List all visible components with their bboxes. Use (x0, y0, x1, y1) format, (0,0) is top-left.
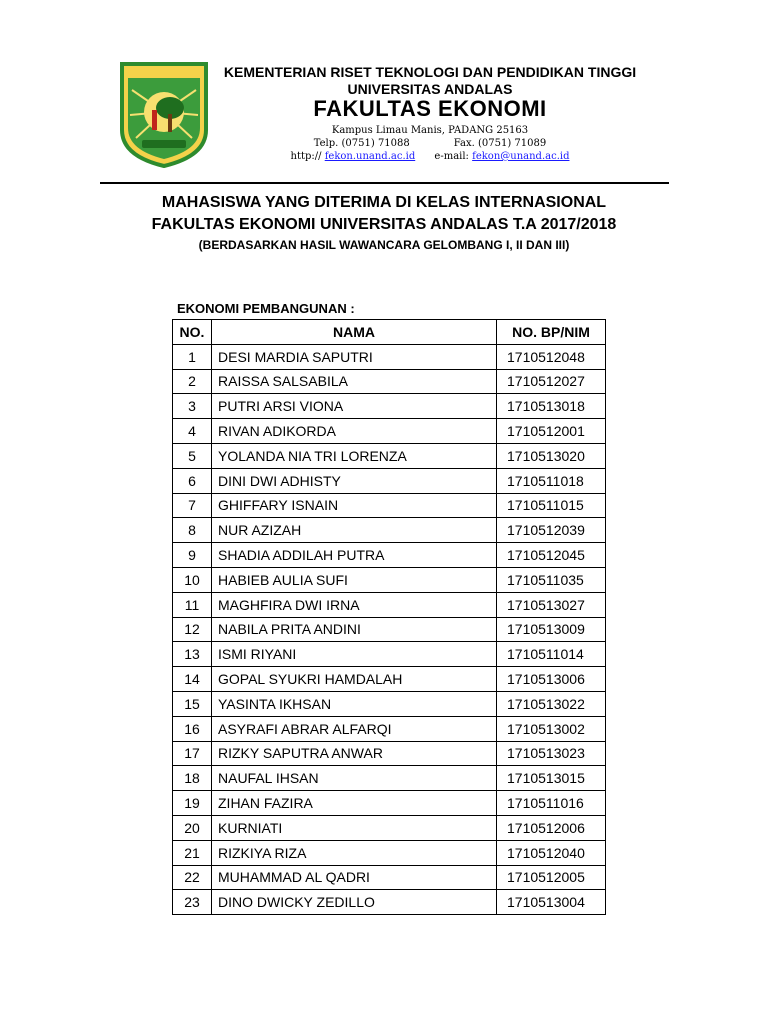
row-nama: MAGHFIRA DWI IRNA (212, 592, 497, 617)
row-nim: 1710512045 (497, 543, 606, 568)
table-row (173, 592, 606, 617)
row-no: 12 (173, 617, 212, 642)
row-no: 9 (173, 543, 212, 568)
row-nama: DINI DWI ADHISTY (212, 468, 497, 493)
row-nama: RIZKIYA RIZA (212, 840, 497, 865)
university-logo (118, 60, 210, 168)
row-nim: 1710513002 (497, 716, 606, 741)
row-nim: 1710512040 (497, 840, 606, 865)
website-link[interactable]: fekon.unand.ac.id (324, 151, 416, 162)
row-no: 4 (173, 419, 212, 444)
header-no: NO. (173, 320, 212, 345)
row-nama: PUTRI ARSI VIONA (212, 394, 497, 419)
row-nim: 1710512048 (497, 344, 606, 369)
row-no: 19 (173, 791, 212, 816)
row-no: 5 (173, 443, 212, 468)
document-title-line2: FAKULTAS EKONOMI UNIVERSITAS ANDALAS T.A 2017/2018 (151, 216, 617, 233)
row-no: 8 (173, 518, 212, 543)
row-nim: 1710513006 (497, 667, 606, 692)
row-nim: 1710513023 (497, 741, 606, 766)
row-nama: HABIEB AULIA SUFI (212, 567, 497, 592)
table-row (173, 815, 606, 840)
row-nim: 1710511015 (497, 493, 606, 518)
row-nim: 1710513018 (497, 394, 606, 419)
document-subtitle: (BERDASARKAN HASIL WAWANCARA GELOMBANG I, II DAN III) (198, 238, 570, 252)
row-no: 16 (173, 716, 212, 741)
row-no: 10 (173, 567, 212, 592)
section-heading: EKONOMI PEMBANGUNAN : (177, 301, 355, 316)
row-nama: GOPAL SYUKRI HAMDALAH (212, 667, 497, 692)
table-row (173, 617, 606, 642)
row-nama: YASINTA IKHSAN (212, 691, 497, 716)
row-no: 18 (173, 766, 212, 791)
row-nama: ASYRAFI ABRAR ALFARQI (212, 716, 497, 741)
row-nama: DESI MARDIA SAPUTRI (212, 344, 497, 369)
email-link[interactable]: fekon@unand.ac.id (472, 151, 570, 162)
document-title-line1: MAHASISWA YANG DITERIMA DI KELAS INTERNASIONAL (161, 194, 607, 211)
row-nama: ISMI RIYANI (212, 642, 497, 667)
row-nama: GHIFFARY ISNAIN (212, 493, 497, 518)
faculty-name: FAKULTAS EKONOMI (313, 96, 547, 121)
table-row (173, 468, 606, 493)
row-no: 1 (173, 344, 212, 369)
row-nama: KURNIATI (212, 815, 497, 840)
row-nama: RAISSA SALSABILA (212, 369, 497, 394)
row-nim: 1710513004 (497, 890, 606, 915)
table-row (173, 716, 606, 741)
row-no: 14 (173, 667, 212, 692)
ministry-name: KEMENTERIAN RISET TEKNOLOGI DAN PENDIDIKAN TINGGI (223, 64, 637, 80)
row-no: 23 (173, 890, 212, 915)
row-no: 20 (173, 815, 212, 840)
row-nim: 1710513022 (497, 691, 606, 716)
table-row (173, 642, 606, 667)
row-nim: 1710511014 (497, 642, 606, 667)
row-nim: 1710511018 (497, 468, 606, 493)
table-row (173, 766, 606, 791)
table-row (173, 518, 606, 543)
table-row (173, 369, 606, 394)
row-nim: 1710513015 (497, 766, 606, 791)
row-no: 7 (173, 493, 212, 518)
table-row (173, 791, 606, 816)
row-nim: 1710513020 (497, 443, 606, 468)
table-header-row (173, 320, 606, 345)
row-nim: 1710512001 (497, 419, 606, 444)
row-nama: NUR AZIZAH (212, 518, 497, 543)
row-nim: 1710512027 (497, 369, 606, 394)
fax: Fax. (0751) 71089 (453, 138, 547, 149)
row-nim: 1710513009 (497, 617, 606, 642)
table-row (173, 443, 606, 468)
contact-phone-fax (215, 138, 645, 149)
row-nama: RIZKY SAPUTRA ANWAR (212, 741, 497, 766)
email-label: e-mail: (434, 151, 469, 162)
row-nama: RIVAN ADIKORDA (212, 419, 497, 444)
table-row (173, 890, 606, 915)
row-nama: NABILA PRITA ANDINI (212, 617, 497, 642)
table-row (173, 419, 606, 444)
table-row (173, 493, 606, 518)
row-no: 13 (173, 642, 212, 667)
contact-web-email (215, 151, 645, 162)
table-row (173, 865, 606, 890)
row-nim: 1710512005 (497, 865, 606, 890)
row-no: 15 (173, 691, 212, 716)
row-nama: MUHAMMAD AL QADRI (212, 865, 497, 890)
table-row (173, 567, 606, 592)
row-nim: 1710512039 (497, 518, 606, 543)
row-nim: 1710513027 (497, 592, 606, 617)
header-divider (100, 182, 669, 184)
telephone: Telp. (0751) 71088 (313, 138, 410, 149)
campus-address: Kampus Limau Manis, PADANG 25163 (331, 125, 529, 136)
table-row (173, 344, 606, 369)
row-nim: 1710512006 (497, 815, 606, 840)
table-row (173, 543, 606, 568)
row-no: 22 (173, 865, 212, 890)
row-nama: DINO DWICKY ZEDILLO (212, 890, 497, 915)
web-label: http:// (290, 151, 322, 162)
table-row (173, 394, 606, 419)
table-row (173, 691, 606, 716)
row-no: 17 (173, 741, 212, 766)
header-nim: NO. BP/NIM (497, 320, 606, 345)
row-nim: 1710511016 (497, 791, 606, 816)
row-nama: ZIHAN FAZIRA (212, 791, 497, 816)
row-nama: YOLANDA NIA TRI LORENZA (212, 443, 497, 468)
row-no: 11 (173, 592, 212, 617)
university-name: UNIVERSITAS ANDALAS (347, 81, 513, 97)
table-row (173, 667, 606, 692)
table-row (173, 840, 606, 865)
row-nama: SHADIA ADDILAH PUTRA (212, 543, 497, 568)
row-nama: NAUFAL IHSAN (212, 766, 497, 791)
row-no: 21 (173, 840, 212, 865)
student-table (172, 319, 606, 915)
table-row (173, 741, 606, 766)
row-no: 2 (173, 369, 212, 394)
header-nama: NAMA (212, 320, 497, 345)
row-nim: 1710511035 (497, 567, 606, 592)
row-no: 6 (173, 468, 212, 493)
row-no: 3 (173, 394, 212, 419)
